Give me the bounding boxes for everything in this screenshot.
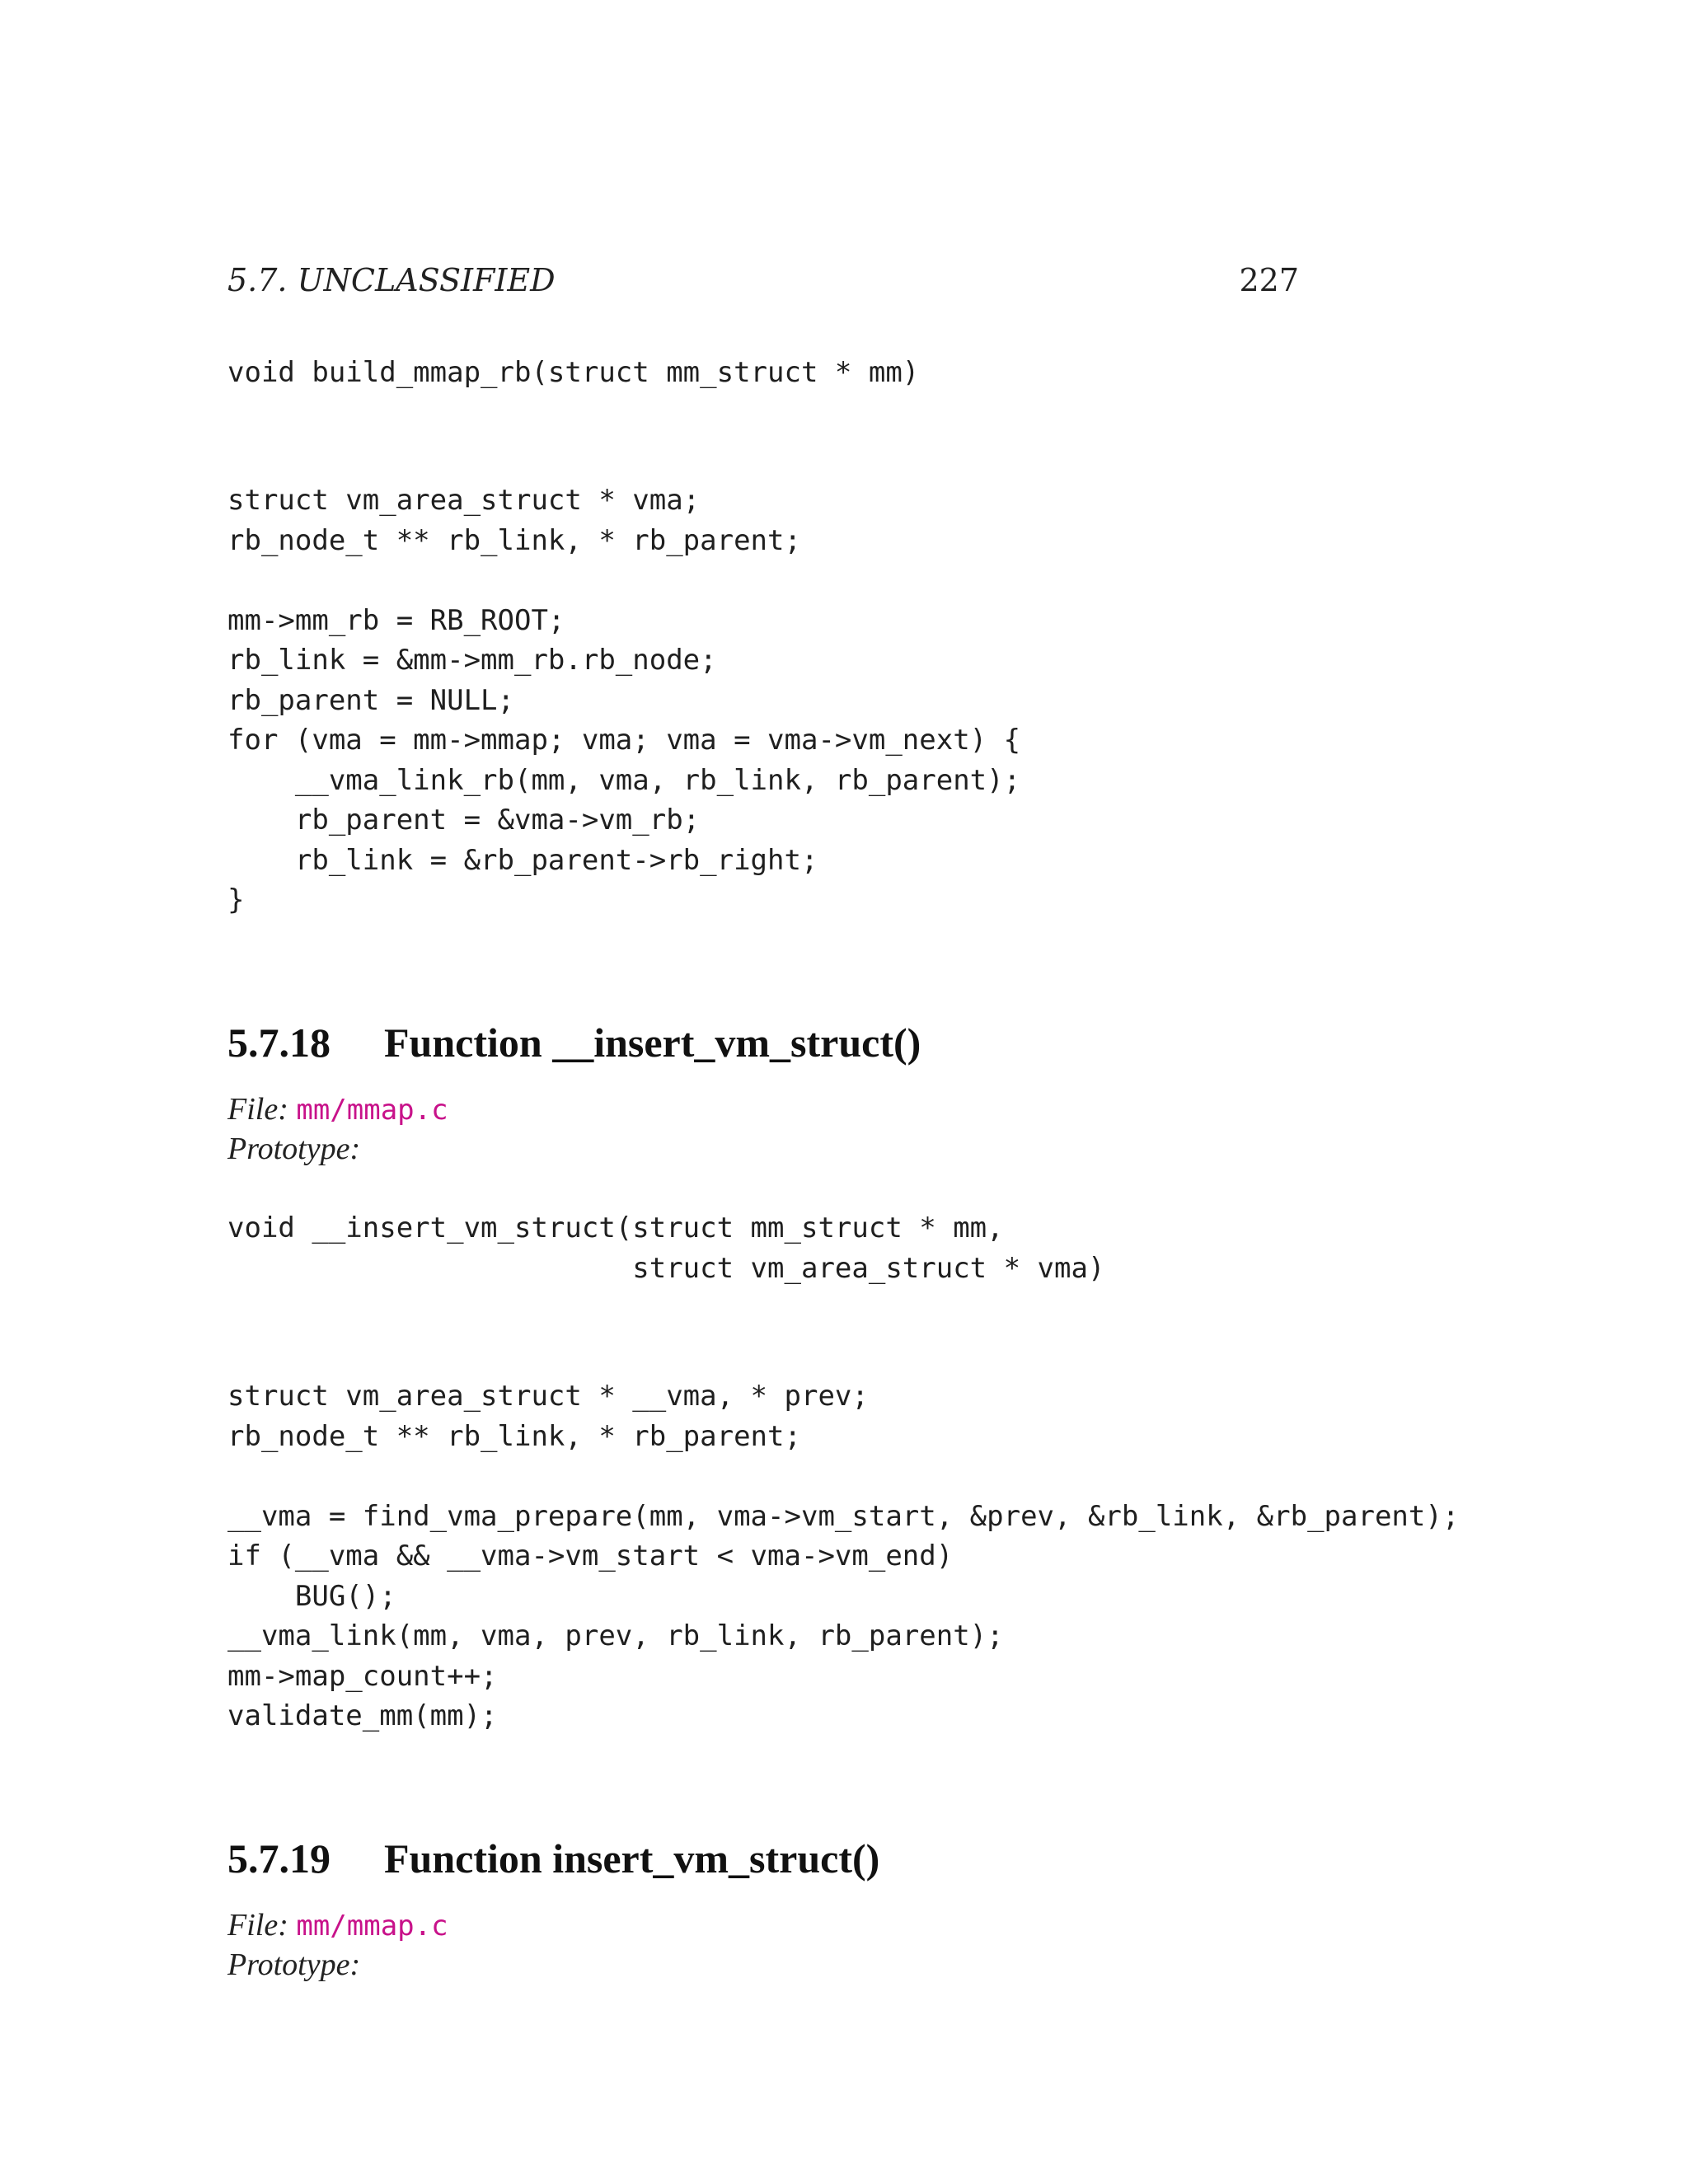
- file-label: File:: [227, 1908, 288, 1943]
- section-title: Function __insert_vm_struct(): [384, 1019, 921, 1066]
- page-number: 227: [1239, 262, 1299, 298]
- prototype-line-5-7-18: [227, 1129, 360, 1169]
- code-prototype-insert-vm-struct-internal: void __insert_vm_struct(struct mm_struct * mm, struct vm_area_struct * vma): [227, 1212, 1105, 1285]
- file-line-5-7-18: [227, 1090, 448, 1130]
- section-number: 5.7.18: [227, 1019, 331, 1066]
- code-body-insert-vm-struct-internal: struct vm_area_struct * __vma, * prev; rb_node_t ** rb_link, * rb_parent; __vma = find_vma_prepare(mm, vma->vm_start, &prev, &rb_link, &rb_parent); if (__vma && __vma->vm_start < vma->vm_end) BUG(); __vma_link(mm, vma, prev, rb_link, rb_parent); mm->map_count++; validate_mm(mm);: [227, 1380, 1460, 1732]
- file-link[interactable]: mm/mmap.c: [296, 1910, 448, 1943]
- section-heading-5-7-19: [227, 1835, 879, 1882]
- prototype-label: Prototype:: [227, 1132, 361, 1166]
- code-prototype-build-mmap-rb: void build_mmap_rb(struct mm_struct * mm): [227, 356, 920, 389]
- code-body-build-mmap-rb: struct vm_area_struct * vma; rb_node_t ** rb_link, * rb_parent; mm->mm_rb = RB_ROOT; rb_link = &mm->mm_rb.rb_node; rb_parent = NULL; for (vma = mm->mmap; vma; vma = vma->vm_next) { __vma_link_rb(mm, vma, rb_link, rb_parent); rb_parent = &vma->vm_rb; rb_link = &rb_parent->rb_right; }: [227, 484, 1021, 916]
- file-label: File:: [227, 1092, 288, 1127]
- file-line-5-7-19: [227, 1905, 448, 1946]
- running-head: [227, 262, 1299, 303]
- prototype-line-5-7-19: [227, 1945, 360, 1985]
- running-head-section: 5.7. UNCLASSIFIED: [227, 262, 556, 298]
- section-heading-5-7-18: [227, 1019, 921, 1066]
- section-number: 5.7.19: [227, 1835, 331, 1882]
- section-title: Function insert_vm_struct(): [384, 1835, 880, 1882]
- prototype-label: Prototype:: [227, 1947, 361, 1982]
- file-link[interactable]: mm/mmap.c: [296, 1094, 448, 1127]
